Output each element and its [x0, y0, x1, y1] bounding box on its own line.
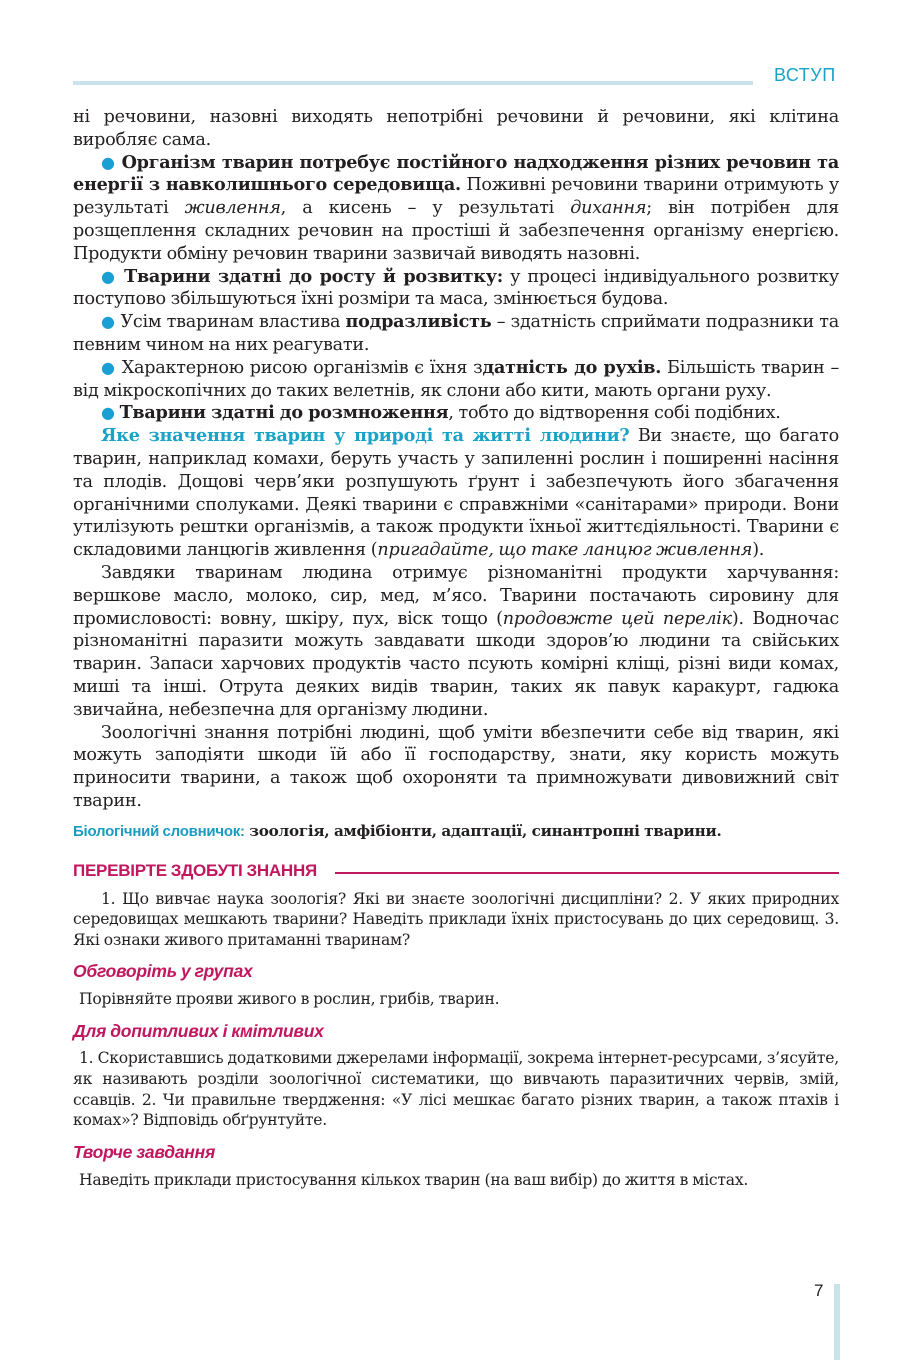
paragraph-products: Завдяки тваринам людина отримує різноманітні продукти харчування: вершкове масло, молоко, сир, мед, м’ясо. Тварини постачають сировину для промисловості: вовну, шкіру, пух, віск тощо (продовжте цей перелік). Водночас різноманітні паразити можуть завдавати шкоди здоров’ю людини та свійських тварин. Запаси харчових продуктів часто псують комірні кліщі, різні види комах, миші та інші. Отрута деяких видів тварин, таких як павук каракурт, гадюка звичайна, небезпечна для організму людини. — [73, 562, 839, 720]
bullet-irritability: ● Усім тваринам властива подразливість – здатність сприймати подразники та певним чином на них реагувати. — [73, 311, 839, 355]
paragraph-intro: ні речовини, назовні виходять непотрібні речовини й речовини, які клітина виробляє сама. — [73, 107, 839, 150]
groups-task: Порівняйте прояви живого в рослин, грибів, тварин. — [79, 990, 500, 1009]
check-questions: 1. Що вивчає наука зоологія? Які ви знаєте зоологічні дисципліни? 2. У яких природних середовищах мешкають тварини? Наведіть приклади їхніх пристосувань до цих середовищ. 3. Які ознаки живого притаманні тваринам? — [73, 889, 839, 949]
paragraph-knowledge: Зоологічні знання потрібні людині, щоб уміти вбезпечити себе від тварин, які можуть заподіяти шкоди їй або її господарству, знати, яку користь можуть приносити тварини, а також щоб охороняти та примножувати дивовижний світ тварин. — [73, 722, 839, 811]
groups-title: Обговоріть у групах — [73, 961, 253, 982]
curious-title: Для допитливих і кмітливих — [73, 1020, 324, 1041]
bullet-icon: ● — [101, 152, 116, 172]
heading-rule — [335, 872, 839, 874]
page-edge-bar — [834, 1284, 840, 1360]
bullet-icon: ● — [101, 266, 117, 286]
bullet-icon: ● — [101, 312, 116, 332]
glossary: Біологічний словничок: зоологія, амфібіонти, адаптації, синантропні тварини. — [73, 821, 722, 840]
page-body — [73, 106, 839, 1190]
creative-title: Творче завдання — [73, 1141, 216, 1162]
section-title: ВСТУП — [774, 65, 836, 85]
bullet-reproduction: ● Тварини здатні до розмноження, тобто до відтворення собі подібних. — [101, 402, 781, 424]
bullet-movement: ● Характерною рисою організмів є їхня здатність до рухів. Більшість тварин – від мікроскопічних до таких велетнів, як слони або кити, мають органи руху. — [73, 356, 839, 401]
bullet-metabolism: ● Організм тварин потребує постійного надходження різних речовин та енергії з навколишнього середовища. Поживні речовини тварини отримують у результаті живлення, а кисень – у результаті дихання; він потрібен для розщеплення складних речовин на простіші й забезпечення організму енергією. Продукти обміну речовин тварини зазвичай виводять назовні. — [73, 151, 839, 264]
header-rule — [73, 81, 753, 85]
check-knowledge-heading: ПЕРЕВІРТЕ ЗДОБУТІ ЗНАННЯ — [73, 860, 839, 883]
bullet-icon: ● — [101, 357, 116, 377]
paragraph-significance: Яке значення тварин у природі та житті людини? Ви знаєте, що багато тварин, наприклад комахи, беруть участь у запиленні рослин і поширенні насіння та плодів. Дощові черв’яки розпушують ґрунт і забезпечують його збагачення органічними сполуками. Деякі тварини є справжніми «санітарами» природи. Вони утилізують рештки організмів, а також продукти їхньої життєдіяльності. Тварини є складовими ланцюгів живлення (пригадайте, що таке ланцюг живлення). — [73, 425, 839, 561]
curious-task: 1. Скориставшись додатковими джерелами інформації, зокрема інтернет-ресурсами, з’ясуйте, як називають розділи зоологічної систематики, що вивчають паразитичних червів, змій, ссавців. 2. Чи правильне твердження: «У лісі мешкає багато різних тварин, а також птахів і комах»? Відповідь обґрунтуйте. — [73, 1049, 839, 1130]
page-number: 7 — [814, 1281, 824, 1300]
bullet-icon: ● — [101, 403, 115, 423]
creative-task: Наведіть приклади пристосування кількох тварин (на ваш вибір) до життя в містах. — [79, 1170, 749, 1189]
bullet-growth: ● Тварини здатні до росту й розвитку: у процесі індивідуального розвитку поступово збільшуються їхні розміри та маса, змінюється будова. — [73, 265, 839, 310]
